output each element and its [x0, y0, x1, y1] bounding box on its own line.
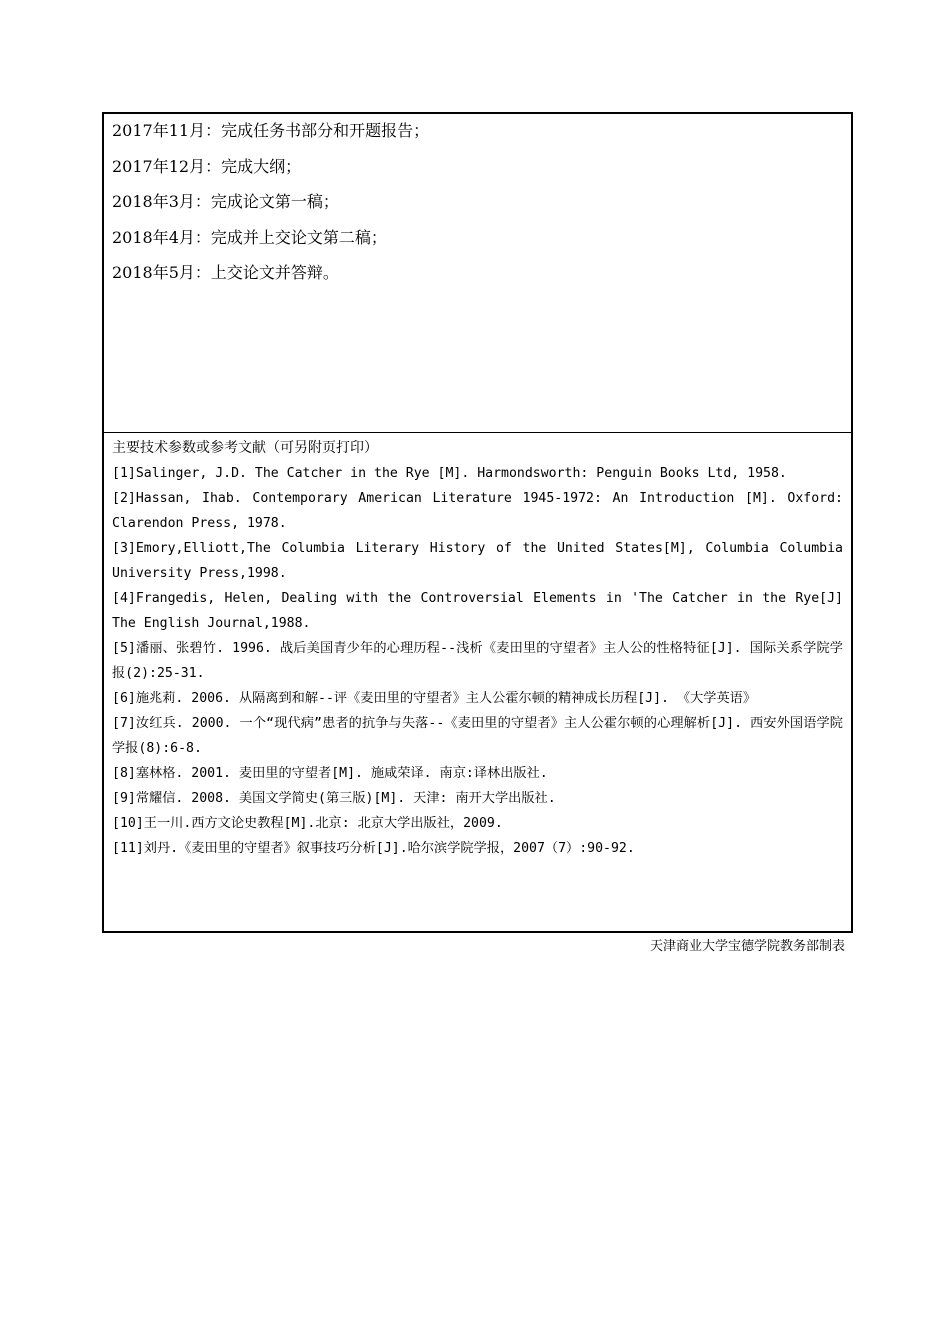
- schedule-item: 2018年3月：完成论文第一稿；: [112, 192, 339, 211]
- reference-item: [5]潘丽、张碧竹. 1996. 战后美国青少年的心理历程--浅析《麦田里的守望者》主人公的性格特征[J]. 国际关系学院学报(2):25-31.: [112, 641, 843, 681]
- reference-item: [6]施兆莉. 2006. 从隔离到和解--评《麦田里的守望者》主人公霍尔顿的精神成长历程[J]. 《大学英语》: [112, 691, 757, 706]
- footer-note: 天津商业大学宝德学院教务部制表: [649, 939, 845, 954]
- form-table: [102, 112, 853, 933]
- references-title: 主要技术参数或参考文献（可另附页打印）: [112, 440, 378, 456]
- reference-item: [2]Hassan, Ihab. Contemporary American Literature 1945-1972: An Introduction [M]. Oxford: Clarendon Press, 1978.: [112, 491, 843, 531]
- schedule-item: 2017年12月：完成大纲；: [112, 156, 302, 176]
- schedule-item: 2017年11月：完成任务书部分和开题报告；: [112, 121, 430, 140]
- schedule-section: [104, 114, 851, 433]
- reference-item: [8]塞林格. 2001. 麦田里的守望者[M]. 施咸荣译. 南京:译林出版社.: [112, 766, 548, 781]
- reference-item: [10]王一川.西方文论史教程[M].北京: 北京大学出版社，2009.: [112, 816, 503, 831]
- reference-item: [4]Frangedis, Helen, Dealing with the Controversial Elements in 'The Catcher in the Rye[J] The English Journal,1988.: [112, 591, 843, 631]
- reference-item: [11]刘丹.《麦田里的守望者》叙事技巧分析[J].哈尔滨学院学报，2007（7）:90-92.: [112, 841, 635, 856]
- schedule-item: 2018年5月：上交论文并答辩。: [112, 263, 339, 282]
- reference-item: [9]常耀信. 2008. 美国文学简史(第三版)[M]. 天津: 南开大学出版社.: [112, 791, 556, 806]
- references-section: [104, 433, 851, 931]
- reference-item: [7]汝红兵. 2000. 一个“现代病”患者的抗争与失落--《麦田里的守望者》主人公霍尔顿的心理解析[J]. 西安外国语学院学报(8):6-8.: [112, 716, 843, 756]
- reference-item: [1]Salinger, J.D. The Catcher in the Rye [M]. Harmondsworth: Penguin Books Ltd, 1958.: [112, 466, 787, 481]
- schedule-item: 2018年4月：完成并上交论文第二稿；: [112, 227, 387, 247]
- reference-item: [3]Emory,Elliott,The Columbia Literary History of the United States[M], Columbia Columbia University Press,1998.: [112, 541, 843, 581]
